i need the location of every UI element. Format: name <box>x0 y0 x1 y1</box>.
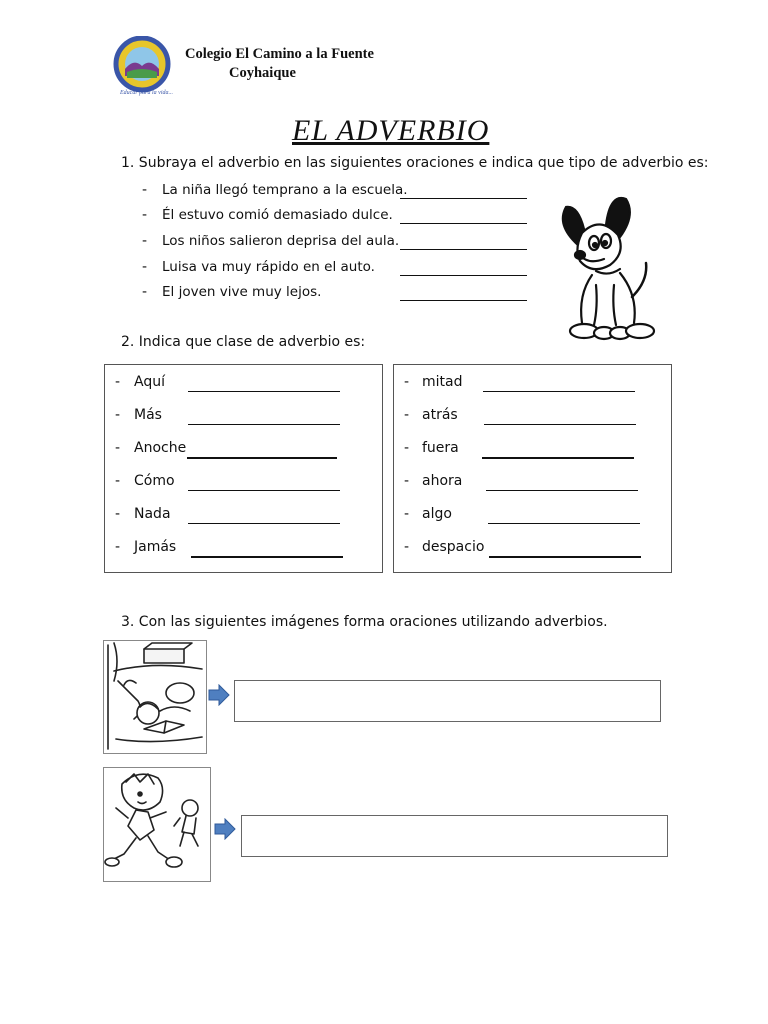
list-dash: - <box>142 182 148 198</box>
answer-line[interactable] <box>188 391 340 392</box>
adverb-word: algo <box>422 506 452 522</box>
reading-child-icon <box>104 641 206 753</box>
adverb-word: Aquí <box>134 374 165 390</box>
list-item <box>404 506 664 526</box>
list-item <box>404 374 664 394</box>
list-item <box>404 539 664 559</box>
logo-motto: Educar para la vida... <box>120 90 173 96</box>
adverb-word: despacio <box>422 539 485 555</box>
adverb-word: atrás <box>422 407 458 423</box>
answer-line[interactable] <box>400 223 527 224</box>
answer-line[interactable] <box>400 275 527 276</box>
page-title: EL ADVERBIO <box>292 114 490 147</box>
list-item <box>404 473 664 493</box>
adverb-word: ahora <box>422 473 463 489</box>
list-dash: - <box>115 407 121 423</box>
q2-prompt: 2. Indica que clase de adverbio es: <box>121 334 366 350</box>
list-dash: - <box>404 407 410 423</box>
list-dash: - <box>142 259 148 275</box>
q1-prompt: 1. Subraya el adverbio en las siguientes oraciones e indica que tipo de adverbio es: <box>121 155 709 171</box>
list-dash: - <box>142 284 148 300</box>
answer-line[interactable] <box>400 249 527 250</box>
reading-child-picture <box>103 640 207 754</box>
adverb-word: Anoche <box>134 440 187 456</box>
left-adverb-box <box>104 364 383 573</box>
list-dash: - <box>142 207 148 223</box>
list-dash: - <box>404 473 410 489</box>
answer-line[interactable] <box>400 198 527 199</box>
list-dash: - <box>142 233 148 249</box>
list-dash: - <box>404 440 410 456</box>
adverb-word: Nada <box>134 506 171 522</box>
list-item <box>115 374 375 394</box>
dog-illustration <box>548 185 666 345</box>
running-child-icon <box>104 768 210 881</box>
list-item <box>142 259 542 279</box>
list-item <box>115 539 375 559</box>
answer-line[interactable] <box>188 490 340 491</box>
answer-line[interactable] <box>483 391 635 392</box>
answer-line[interactable] <box>488 523 640 524</box>
list-dash: - <box>404 506 410 522</box>
answer-line[interactable] <box>486 490 638 491</box>
adverb-word: mitad <box>422 374 463 390</box>
adverb-word: Cómo <box>134 473 175 489</box>
list-item <box>142 284 542 304</box>
adverb-word: fuera <box>422 440 459 456</box>
list-item <box>404 440 664 460</box>
sentence-text: Luisa va muy rápido en el auto. <box>162 259 375 275</box>
list-dash: - <box>115 539 121 555</box>
answer-box-1[interactable] <box>234 680 661 722</box>
answer-line[interactable] <box>191 556 343 558</box>
answer-line[interactable] <box>489 556 641 558</box>
answer-line[interactable] <box>187 457 337 459</box>
logo-emblem-icon <box>112 36 172 96</box>
sentence-text: Él estuvo comió demasiado dulce. <box>162 207 393 223</box>
list-dash: - <box>115 440 121 456</box>
arrow-right-icon <box>214 818 236 844</box>
answer-box-2[interactable] <box>241 815 668 857</box>
list-dash: - <box>404 374 410 390</box>
answer-line[interactable] <box>400 300 527 301</box>
right-adverb-box <box>393 364 672 573</box>
sentence-text: El joven vive muy lejos. <box>162 284 322 300</box>
dog-cartoon-icon <box>548 185 666 345</box>
list-item <box>142 233 542 253</box>
school-city: Coyhaique <box>229 65 296 81</box>
answer-line[interactable] <box>482 457 634 459</box>
list-dash: - <box>115 506 121 522</box>
list-dash: - <box>115 374 121 390</box>
school-logo <box>112 36 172 96</box>
sentence-text: La niña llegó temprano a la escuela. <box>162 182 408 198</box>
running-child-picture <box>103 767 211 882</box>
q3-prompt: 3. Con las siguientes imágenes forma oraciones utilizando adverbios. <box>121 614 608 630</box>
list-item <box>115 506 375 526</box>
list-item <box>115 407 375 427</box>
arrow-right-icon <box>208 684 230 710</box>
adverb-word: Jamás <box>134 539 177 555</box>
list-dash: - <box>115 473 121 489</box>
list-item <box>115 440 375 460</box>
answer-line[interactable] <box>188 523 340 524</box>
list-dash: - <box>404 539 410 555</box>
list-item <box>142 182 542 202</box>
sentence-text: Los niños salieron deprisa del aula. <box>162 233 400 249</box>
list-item <box>142 207 542 227</box>
school-name: Colegio El Camino a la Fuente <box>185 46 374 62</box>
adverb-word: Más <box>134 407 162 423</box>
answer-line[interactable] <box>188 424 340 425</box>
list-item <box>404 407 664 427</box>
list-item <box>115 473 375 493</box>
answer-line[interactable] <box>484 424 636 425</box>
